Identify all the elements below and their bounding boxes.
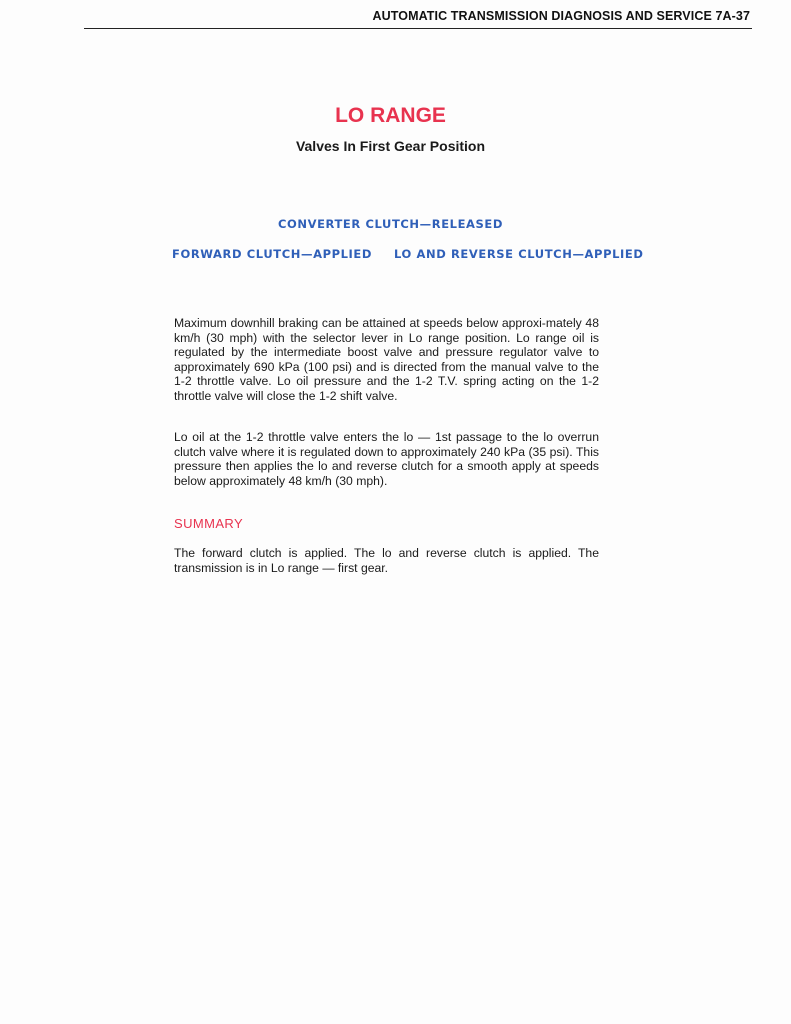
page-title: LO RANGE — [335, 104, 446, 127]
body-paragraph-1: Maximum downhill braking can be attained at speeds below approxi-mately 48 km/h (30 mph) with the selector lever in Lo range position. Lo range oil is regulated by the intermediate boost valve and pressure regulator valve to approximately 690 kPa (100 psi) and is directed from the manual valve to the 1-2 throttle valve. Lo oil pressure and the 1-2 T.V. spring acting on the 1-2 throttle valve will close the 1-2 shift valve. — [174, 316, 599, 403]
body-paragraph-2: Lo oil at the 1-2 throttle valve enters the lo — 1st passage to the lo overrun clutch valve where it is regulated down to approximately 240 kPa (35 psi). This pressure then applies the lo and reverse clutch for a smooth apply at speeds below approximately 48 km/h (30 mph). — [174, 430, 599, 488]
converter-clutch-status: CONVERTER CLUTCH—RELEASED — [277, 217, 504, 231]
running-header: AUTOMATIC TRANSMISSION DIAGNOSIS AND SERVICE 7A-37 — [372, 9, 750, 23]
summary-text: The forward clutch is applied. The lo and reverse clutch is applied. The transmission is in Lo range — first gear. — [174, 546, 599, 575]
page-subtitle: Valves In First Gear Position — [295, 138, 486, 154]
header-rule — [84, 28, 752, 29]
summary-heading: SUMMARY — [174, 516, 244, 531]
lo-reverse-clutch-status: LO AND REVERSE CLUTCH—APPLIED — [394, 247, 644, 261]
forward-clutch-status: FORWARD CLUTCH—APPLIED — [172, 247, 373, 261]
